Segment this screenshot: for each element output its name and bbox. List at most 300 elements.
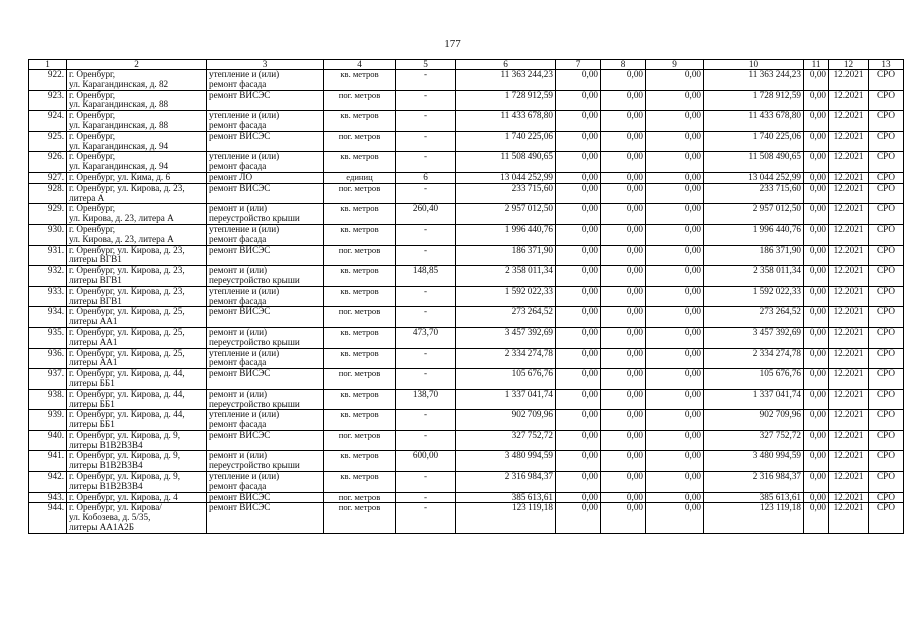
work-type-line — [209, 317, 321, 327]
fund-4-cell: 186 371,90 — [704, 245, 804, 266]
total-cost-cell: 3 457 392,69 — [456, 327, 556, 348]
fund-5-cell: 0,00 — [804, 307, 829, 328]
column-number-13: 13 — [869, 60, 904, 70]
total-cost-cell: 2 334 274,78 — [456, 348, 556, 369]
unit-cell: кв. метров — [324, 70, 396, 91]
fund-5-cell: 0,00 — [804, 492, 829, 503]
completion-date-cell: 12.2021 — [829, 492, 869, 503]
unit-cell: кв. метров — [324, 111, 396, 132]
work-type-line: переустройство крыши — [209, 398, 300, 409]
fund-5-cell: 0,00 — [804, 451, 829, 472]
completion-date-cell: 12.2021 — [829, 472, 869, 493]
fund-3-cell: 0,00 — [646, 172, 704, 183]
column-number-1: 1 — [29, 60, 67, 70]
work-type-line: утепление и (или) — [209, 286, 280, 296]
work-type-line: ремонт и (или) — [209, 327, 268, 337]
address-line: г. Оренбург, — [69, 69, 116, 79]
total-cost-cell: 123 119,18 — [456, 503, 556, 533]
address-line: г. Оренбург, ул. Кирова, д. 23, — [69, 286, 185, 296]
total-cost-cell: 233 715,60 — [456, 183, 556, 204]
address-line: ул. Карагандинская, д. 94 — [69, 140, 169, 151]
table-row — [29, 70, 904, 91]
address-line: г. Оренбург, ул. Кирова, д. 9, — [69, 471, 181, 482]
work-type-cell — [207, 111, 324, 132]
work-type-line: ремонт фасада — [209, 119, 267, 130]
fund-1-cell: 0,00 — [556, 492, 601, 503]
table-row — [29, 183, 904, 204]
work-type-cell — [207, 266, 324, 287]
quantity-cell: 138,70 — [396, 389, 456, 410]
quantity-cell: 148,85 — [396, 266, 456, 287]
work-type-cell — [207, 307, 324, 328]
fund-1-cell: 0,00 — [556, 369, 601, 390]
source-cell: СРО — [869, 172, 904, 183]
source-cell: СРО — [869, 152, 904, 173]
work-type-cell — [207, 503, 324, 533]
row-number-cell: 930. — [29, 224, 67, 245]
completion-date-cell: 12.2021 — [829, 389, 869, 410]
completion-date-cell: 12.2021 — [829, 70, 869, 91]
table-row — [29, 451, 904, 472]
address-line: г. Оренбург, ул. Кирова, д. 44, — [69, 409, 185, 420]
source-cell: СРО — [869, 266, 904, 287]
address-line: ул. Карагандинская, д. 88 — [69, 99, 169, 110]
address-line: литеры ББ1 — [69, 419, 115, 430]
source-cell: СРО — [869, 348, 904, 369]
fund-3-cell: 0,00 — [646, 369, 704, 390]
fund-4-cell: 13 044 252,99 — [704, 172, 804, 183]
work-type-line: переустройство крыши — [209, 336, 300, 347]
address-cell — [67, 307, 207, 328]
fund-2-cell: 0,00 — [601, 492, 646, 503]
fund-4-cell: 1 337 041,74 — [704, 389, 804, 410]
address-cell — [67, 204, 207, 225]
address-cell — [67, 70, 207, 91]
work-type-cell — [207, 451, 324, 472]
fund-1-cell: 0,00 — [556, 224, 601, 245]
quantity-cell: - — [396, 430, 456, 451]
quantity-cell: 600,00 — [396, 451, 456, 472]
address-cell — [67, 245, 207, 266]
quantity-cell: - — [396, 307, 456, 328]
address-line: г. Оренбург, — [69, 90, 116, 100]
fund-4-cell: 273 264,52 — [704, 307, 804, 328]
total-cost-cell: 273 264,52 — [456, 307, 556, 328]
source-cell: СРО — [869, 410, 904, 431]
source-cell: СРО — [869, 389, 904, 410]
address-line: ул. Кирова, д. 23, литера А — [69, 233, 174, 244]
fund-1-cell: 0,00 — [556, 348, 601, 369]
address-line: литеры ВГВ1 — [69, 295, 122, 306]
fund-2-cell: 0,00 — [601, 172, 646, 183]
fund-5-cell: 0,00 — [804, 503, 829, 533]
total-cost-cell: 385 613,61 — [456, 492, 556, 503]
fund-2-cell: 0,00 — [601, 111, 646, 132]
total-cost-cell: 902 709,96 — [456, 410, 556, 431]
column-number-10: 10 — [704, 60, 804, 70]
table-row — [29, 286, 904, 307]
work-type-line: переустройство крыши — [209, 213, 300, 224]
row-number-cell: 925. — [29, 131, 67, 152]
fund-1-cell: 0,00 — [556, 410, 601, 431]
quantity-cell: - — [396, 183, 456, 204]
work-type-line: ремонт фасада — [209, 480, 267, 491]
address-line: г. Оренбург, — [69, 151, 116, 162]
fund-2-cell: 0,00 — [601, 389, 646, 410]
column-number-2: 2 — [67, 60, 207, 70]
work-type-line: переустройство крыши — [209, 274, 300, 285]
row-number-cell: 931. — [29, 245, 67, 266]
address-cell — [67, 90, 207, 111]
fund-5-cell: 0,00 — [804, 131, 829, 152]
fund-2-cell: 0,00 — [601, 204, 646, 225]
fund-5-cell: 0,00 — [804, 111, 829, 132]
row-number-cell: 933. — [29, 286, 67, 307]
total-cost-cell: 1 740 225,06 — [456, 131, 556, 152]
fund-5-cell: 0,00 — [804, 152, 829, 173]
fund-2-cell: 0,00 — [601, 369, 646, 390]
fund-5-cell: 0,00 — [804, 348, 829, 369]
fund-1-cell: 0,00 — [556, 90, 601, 111]
unit-cell: кв. метров — [324, 152, 396, 173]
address-cell — [67, 472, 207, 493]
address-cell — [67, 430, 207, 451]
fund-5-cell: 0,00 — [804, 204, 829, 225]
fund-2-cell: 0,00 — [601, 430, 646, 451]
quantity-cell: - — [396, 131, 456, 152]
fund-5-cell: 0,00 — [804, 90, 829, 111]
work-type-line: ремонт ВИСЭС — [209, 245, 271, 255]
column-number-8: 8 — [601, 60, 646, 70]
work-type-cell — [207, 369, 324, 390]
quantity-cell: - — [396, 111, 456, 132]
row-number-cell: 942. — [29, 472, 67, 493]
fund-1-cell: 0,00 — [556, 266, 601, 287]
fund-2-cell: 0,00 — [601, 410, 646, 431]
row-number-cell: 923. — [29, 90, 67, 111]
row-number-cell: 932. — [29, 266, 67, 287]
fund-2-cell: 0,00 — [601, 266, 646, 287]
address-line: литеры АА1 — [69, 357, 118, 368]
row-number-cell: 939. — [29, 410, 67, 431]
row-number-cell: 937. — [29, 369, 67, 390]
address-cell — [67, 410, 207, 431]
unit-cell: кв. метров — [324, 389, 396, 410]
fund-4-cell: 1 740 225,06 — [704, 131, 804, 152]
work-type-line: ремонт ЛО — [209, 172, 253, 182]
source-cell: СРО — [869, 245, 904, 266]
address-cell — [67, 348, 207, 369]
table-row — [29, 389, 904, 410]
fund-5-cell: 0,00 — [804, 224, 829, 245]
unit-cell: пог. метров — [324, 183, 396, 204]
address-line: г. Оренбург, ул. Кирова, д. 44, — [69, 389, 185, 399]
table-row — [29, 90, 904, 111]
table-row — [29, 172, 904, 183]
work-type-cell — [207, 492, 324, 503]
row-number-cell: 924. — [29, 111, 67, 132]
quantity-cell: - — [396, 410, 456, 431]
table-row — [29, 492, 904, 503]
fund-3-cell: 0,00 — [646, 503, 704, 533]
fund-2-cell: 0,00 — [601, 70, 646, 91]
fund-3-cell: 0,00 — [646, 266, 704, 287]
address-line: г. Оренбург, — [69, 203, 116, 214]
work-type-cell — [207, 286, 324, 307]
address-line: литеры В1В2В3В4 — [69, 460, 143, 471]
completion-date-cell: 12.2021 — [829, 503, 869, 533]
total-cost-cell: 1 592 022,33 — [456, 286, 556, 307]
fund-1-cell: 0,00 — [556, 152, 601, 173]
work-type-line: ремонт и (или) — [209, 265, 268, 276]
quantity-cell: - — [396, 348, 456, 369]
quantity-cell: - — [396, 369, 456, 390]
unit-cell: пог. метров — [324, 492, 396, 503]
source-cell: СРО — [869, 472, 904, 493]
fund-3-cell: 0,00 — [646, 451, 704, 472]
address-cell — [67, 131, 207, 152]
address-cell — [67, 369, 207, 390]
fund-2-cell: 0,00 — [601, 327, 646, 348]
work-type-cell — [207, 131, 324, 152]
address-line: г. Оренбург, ул. Кирова, д. 23, — [69, 183, 185, 193]
work-type-line: ремонт ВИСЭС — [209, 306, 271, 317]
total-cost-cell: 2 316 984,37 — [456, 472, 556, 493]
row-number-cell: 936. — [29, 348, 67, 369]
fund-2-cell: 0,00 — [601, 307, 646, 328]
unit-cell: кв. метров — [324, 348, 396, 369]
fund-1-cell: 0,00 — [556, 472, 601, 493]
work-type-cell — [207, 410, 324, 431]
completion-date-cell: 12.2021 — [829, 286, 869, 307]
row-number-cell: 929. — [29, 204, 67, 225]
completion-date-cell: 12.2021 — [829, 90, 869, 111]
work-type-cell — [207, 389, 324, 410]
work-type-line — [209, 379, 321, 389]
work-type-line: ремонт и (или) — [209, 203, 268, 214]
address-cell — [67, 451, 207, 472]
address-line: г. Оренбург, ул. Кирова, д. 25, — [69, 348, 185, 358]
fund-4-cell: 902 709,96 — [704, 410, 804, 431]
fund-1-cell: 0,00 — [556, 111, 601, 132]
work-type-line: утепление и (или) — [209, 409, 280, 420]
fund-5-cell: 0,00 — [804, 327, 829, 348]
work-type-line — [209, 194, 321, 204]
address-cell — [67, 172, 207, 183]
completion-date-cell: 12.2021 — [829, 430, 869, 451]
completion-date-cell: 12.2021 — [829, 451, 869, 472]
completion-date-cell: 12.2021 — [829, 266, 869, 287]
column-number-11: 11 — [804, 60, 829, 70]
completion-date-cell: 12.2021 — [829, 410, 869, 431]
address-line: г. Оренбург, ул. Кирова, д. 25, — [69, 327, 185, 337]
work-type-line: ремонт ВИСЭС — [209, 183, 271, 193]
table-row — [29, 472, 904, 493]
fund-3-cell: 0,00 — [646, 224, 704, 245]
source-cell: СРО — [869, 90, 904, 111]
total-cost-cell: 1 996 440,76 — [456, 224, 556, 245]
row-number-cell: 944. — [29, 503, 67, 533]
address-cell — [67, 224, 207, 245]
unit-cell: пог. метров — [324, 131, 396, 152]
column-number-9: 9 — [646, 60, 704, 70]
work-type-line: ремонт фасада — [209, 295, 267, 306]
unit-cell: пог. метров — [324, 369, 396, 390]
fund-3-cell: 0,00 — [646, 245, 704, 266]
fund-4-cell: 3 457 392,69 — [704, 327, 804, 348]
source-cell: СРО — [869, 70, 904, 91]
work-type-line: утепление и (или) — [209, 348, 280, 358]
quantity-cell: - — [396, 472, 456, 493]
table-row — [29, 410, 904, 431]
address-line: литеры ББ1 — [69, 377, 115, 388]
fund-3-cell: 0,00 — [646, 70, 704, 91]
table-row — [29, 266, 904, 287]
address-line: литера А — [69, 192, 105, 203]
work-type-line: утепление и (или) — [209, 224, 280, 234]
unit-cell: кв. метров — [324, 266, 396, 287]
fund-4-cell: 1 996 440,76 — [704, 224, 804, 245]
fund-1-cell: 0,00 — [556, 286, 601, 307]
total-cost-cell: 11 363 244,23 — [456, 70, 556, 91]
fund-1-cell: 0,00 — [556, 430, 601, 451]
address-cell — [67, 111, 207, 132]
column-number-12: 12 — [829, 60, 869, 70]
address-cell — [67, 286, 207, 307]
total-cost-cell: 1 337 041,74 — [456, 389, 556, 410]
address-cell — [67, 327, 207, 348]
address-line: г. Оренбург, ул. Кирова, д. 4 — [69, 492, 178, 502]
column-number-7: 7 — [556, 60, 601, 70]
fund-3-cell: 0,00 — [646, 111, 704, 132]
quantity-cell: - — [396, 70, 456, 91]
unit-cell: кв. метров — [324, 286, 396, 307]
total-cost-cell: 1 728 912,59 — [456, 90, 556, 111]
source-cell: СРО — [869, 492, 904, 503]
address-line: г. Оренбург, ул. Кирова, д. 44, — [69, 368, 185, 379]
row-number-cell: 922. — [29, 70, 67, 91]
fund-1-cell: 0,00 — [556, 131, 601, 152]
fund-5-cell: 0,00 — [804, 266, 829, 287]
work-type-line: ремонт ВИСЭС — [209, 502, 271, 513]
row-number-cell: 926. — [29, 152, 67, 173]
fund-5-cell: 0,00 — [804, 369, 829, 390]
work-type-line: ремонт ВИСЭС — [209, 368, 271, 379]
page-number: 177 — [444, 38, 461, 50]
completion-date-cell: 12.2021 — [829, 245, 869, 266]
total-cost-cell: 11 508 490,65 — [456, 152, 556, 173]
source-cell: СРО — [869, 327, 904, 348]
work-type-line: ремонт фасада — [209, 233, 267, 244]
quantity-cell: - — [396, 492, 456, 503]
address-line: г. Оренбург, ул. Кирова, д. 25, — [69, 306, 185, 317]
address-line: литеры АА1 — [69, 336, 118, 347]
work-type-line: утепление и (или) — [209, 69, 280, 79]
fund-2-cell: 0,00 — [601, 224, 646, 245]
fund-5-cell: 0,00 — [804, 245, 829, 266]
fund-3-cell: 0,00 — [646, 90, 704, 111]
fund-4-cell: 1 728 912,59 — [704, 90, 804, 111]
total-cost-cell: 105 676,76 — [456, 369, 556, 390]
unit-cell: кв. метров — [324, 410, 396, 431]
address-line: г. Оренбург, ул. Кима, д. 6 — [69, 172, 171, 182]
table-row — [29, 204, 904, 225]
source-cell: СРО — [869, 451, 904, 472]
row-number-cell: 928. — [29, 183, 67, 204]
address-line: г. Оренбург, ул. Кирова, д. 9, — [69, 450, 181, 461]
fund-4-cell: 11 433 678,80 — [704, 111, 804, 132]
fund-1-cell: 0,00 — [556, 451, 601, 472]
fund-1-cell: 0,00 — [556, 245, 601, 266]
work-type-line: переустройство крыши — [209, 460, 300, 471]
completion-date-cell: 12.2021 — [829, 327, 869, 348]
address-line: г. Оренбург, ул. Кирова, д. 23, — [69, 265, 185, 276]
work-type-line: утепление и (или) — [209, 151, 280, 162]
quantity-cell: 473,70 — [396, 327, 456, 348]
fund-5-cell: 0,00 — [804, 472, 829, 493]
table-row — [29, 152, 904, 173]
fund-1-cell: 0,00 — [556, 307, 601, 328]
fund-5-cell: 0,00 — [804, 286, 829, 307]
fund-4-cell: 2 334 274,78 — [704, 348, 804, 369]
fund-3-cell: 0,00 — [646, 307, 704, 328]
unit-cell: кв. метров — [324, 204, 396, 225]
fund-4-cell: 1 592 022,33 — [704, 286, 804, 307]
unit-cell: кв. метров — [324, 224, 396, 245]
work-type-line: ремонт ВИСЭС — [209, 131, 271, 141]
source-cell: СРО — [869, 503, 904, 533]
work-type-line: ремонт фасада — [209, 419, 267, 430]
fund-4-cell: 3 480 994,59 — [704, 451, 804, 472]
quantity-cell: 6 — [396, 172, 456, 183]
address-line: литеры В1В2В3В4 — [69, 439, 143, 450]
work-type-line: утепление и (или) — [209, 110, 280, 121]
capital-repair-table — [28, 59, 904, 534]
work-type-line: ремонт ВИСЭС — [209, 90, 271, 100]
row-number-cell: 935. — [29, 327, 67, 348]
fund-3-cell: 0,00 — [646, 348, 704, 369]
address-line: г. Оренбург, ул. Кирова, д. 23, — [69, 245, 185, 255]
fund-3-cell: 0,00 — [646, 152, 704, 173]
completion-date-cell: 12.2021 — [829, 204, 869, 225]
table-row — [29, 503, 904, 533]
work-type-line — [209, 142, 321, 152]
work-type-line — [209, 513, 321, 523]
fund-1-cell: 0,00 — [556, 503, 601, 533]
address-line: ул. Карагандинская, д. 94 — [69, 161, 169, 172]
table-row — [29, 131, 904, 152]
completion-date-cell: 12.2021 — [829, 111, 869, 132]
quantity-cell: - — [396, 245, 456, 266]
fund-4-cell: 2 957 012,50 — [704, 204, 804, 225]
fund-2-cell: 0,00 — [601, 245, 646, 266]
fund-2-cell: 0,00 — [601, 286, 646, 307]
work-type-line: ремонт фасада — [209, 161, 267, 172]
fund-1-cell: 0,00 — [556, 327, 601, 348]
address-line: г. Оренбург, ул. Кирова/ — [69, 502, 162, 513]
column-number-4: 4 — [324, 60, 396, 70]
address-cell — [67, 389, 207, 410]
work-type-line: ремонт и (или) — [209, 389, 268, 399]
work-type-line: ремонт и (или) — [209, 450, 268, 461]
address-cell — [67, 183, 207, 204]
work-type-cell — [207, 327, 324, 348]
address-cell — [67, 503, 207, 533]
address-line: ул. Карагандинская, д. 82 — [69, 78, 169, 89]
address-line: литеры ББ1 — [69, 398, 115, 409]
address-cell — [67, 492, 207, 503]
fund-4-cell: 11 363 244,23 — [704, 70, 804, 91]
